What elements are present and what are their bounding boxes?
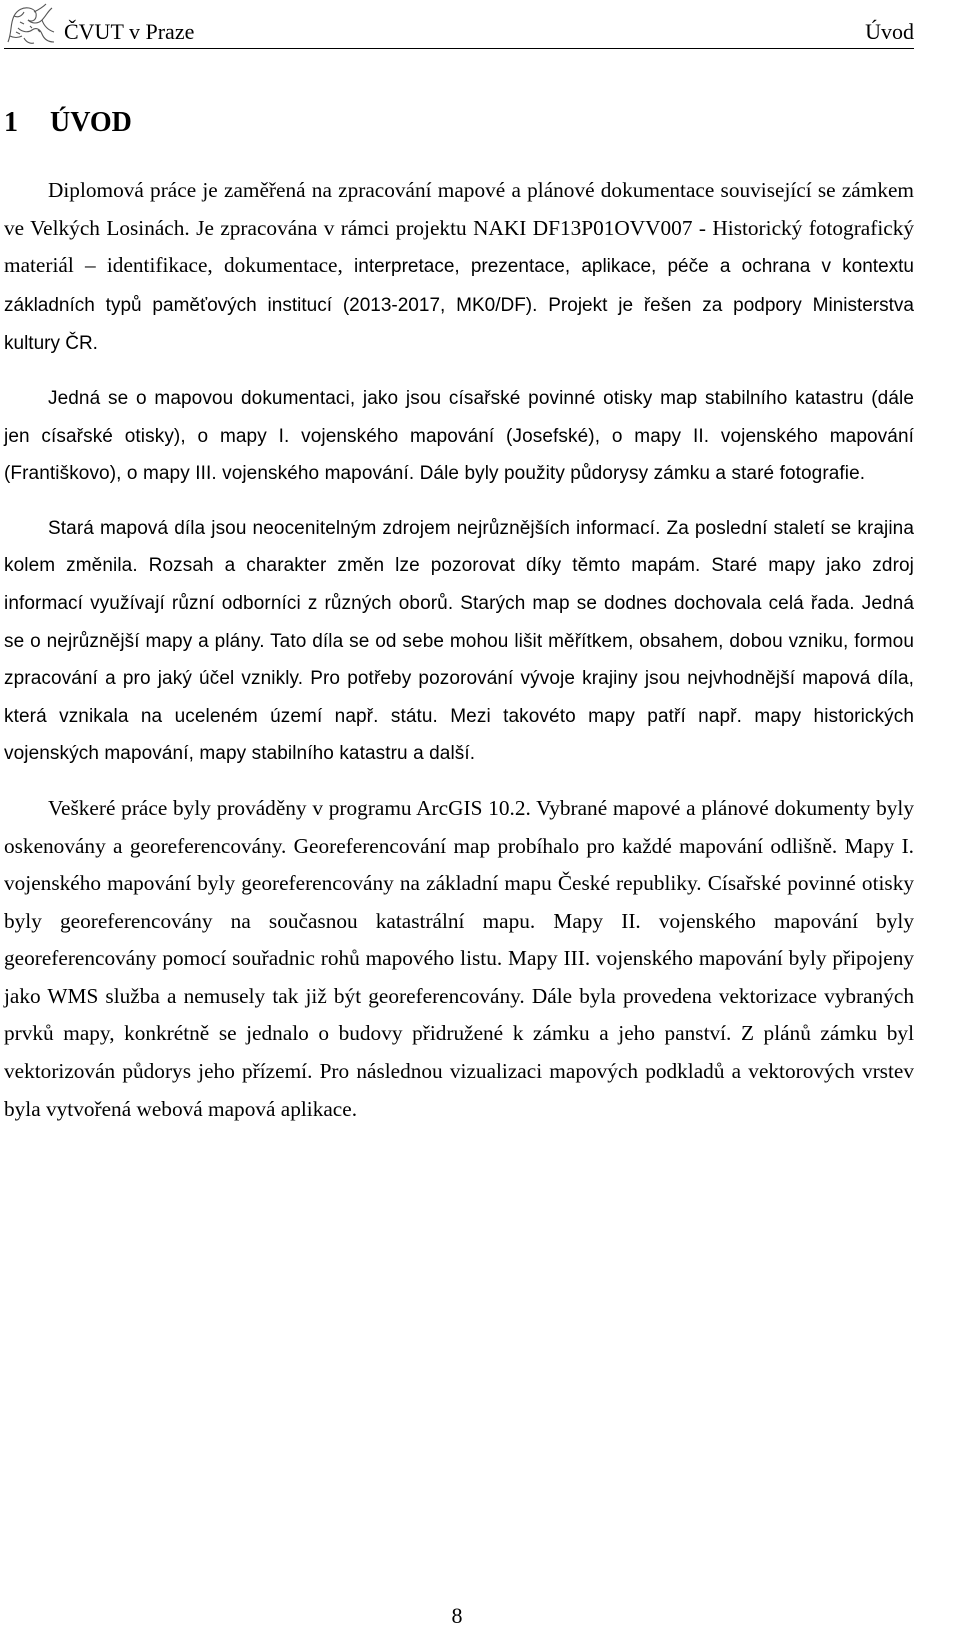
page-header [0, 0, 960, 52]
paragraph-methods: Veškeré práce byly prováděny v programu ArcGIS 10.2. Vybrané mapové a plánové dokumenty byly oskenovány a georeferencovány. Georeferencování map probíhalo pro každé mapování odlišně. Mapy I. vojenského mapování byly georeferencovány na základní mapu České republiky. Císařské povinné otisky byly georeferencovány na současnou katastrální mapu. Mapy II. vojenského mapování byly georeferencovány pomocí souřadnic rohů mapového listu. Mapy III. vojenského mapování byly připojeny jako WMS služba a nemusely tak již být georeferencovány. Dále byla provedena vektorizace vybraných prvků mapy, konkrétně se jednalo o budovy přidružené k zámku a jeho panství. Z plánů zámku byl vektorizován půdorys jeho přízemí. Pro následnou vizualizaci mapových podkladů a vektorových vrstev byla vytvořená webová mapová aplikace. [4, 795, 914, 1121]
paragraph-map-documentation: Jedná se o mapovou dokumentaci, jako jsou císařské povinné otisky map stabilního katastru (dále jen císařské otisky), o mapy I. vojenského mapování (Josefské), o mapy II. vojenského mapování (Františkovo), o mapy III. vojenského mapování. Dále byly použity půdorysy zámku a staré fotografie. [4, 387, 914, 485]
header-institution: ČVUT v Praze [64, 19, 195, 44]
paragraph-old-maps: Stará mapová díla jsou neocenitelným zdrojem nejrůznějších informací. Za poslední staletí se krajina kolem změnila. Rozsah a charakter změn lze pozorovat díky těmto mapám. Staré mapy jako zdroj informací využívají různí odborníci z různých oborů. Starých map se dodnes dochovala celá řada. Jedná se o nejrůznější mapy a plány. Tato díla se od sebe mohou lišit měřítkem, obsahem, dobou vzniku, formou zpracování a pro jaký účel vznikly. Pro potřeby pozorování vývoje krajiny jsou nejvhodnější mapová díla, která vznikala na uceleném území např. státu. Mezi takovéto mapy patří např. mapy historických vojenských mapování, mapy stabilního katastru a další. [4, 517, 914, 765]
header-section-title: Úvod [865, 19, 914, 44]
chapter-heading [4, 103, 132, 143]
paragraph-intro-serif-text: Diplomová práce je zaměřená na zpracování mapové a plánové dokumentace související se zámkem ve Velkých Losinách. Je zpracována v rámci projektu NAKI DF13P01OVV007 - Historický fotografický materiál – identifikace, dokumentace, [4, 178, 914, 278]
paragraph-intro-sans-text: interpretace, prezentace, aplikace, péče a ochrana v kontextu základních typů paměťových institucí (2013-2017, MK0/DF). Projekt je řešen za podpory Ministerstva kultury ČR. [4, 256, 914, 355]
page-number: 8 [451, 1603, 463, 1628]
cvut-lion-logo-icon [4, 2, 58, 46]
header-divider [4, 48, 914, 49]
chapter-title: ÚVOD [50, 107, 132, 138]
paragraph-intro [4, 172, 914, 363]
chapter-number: 1 [4, 107, 18, 138]
document-body [4, 172, 914, 1128]
